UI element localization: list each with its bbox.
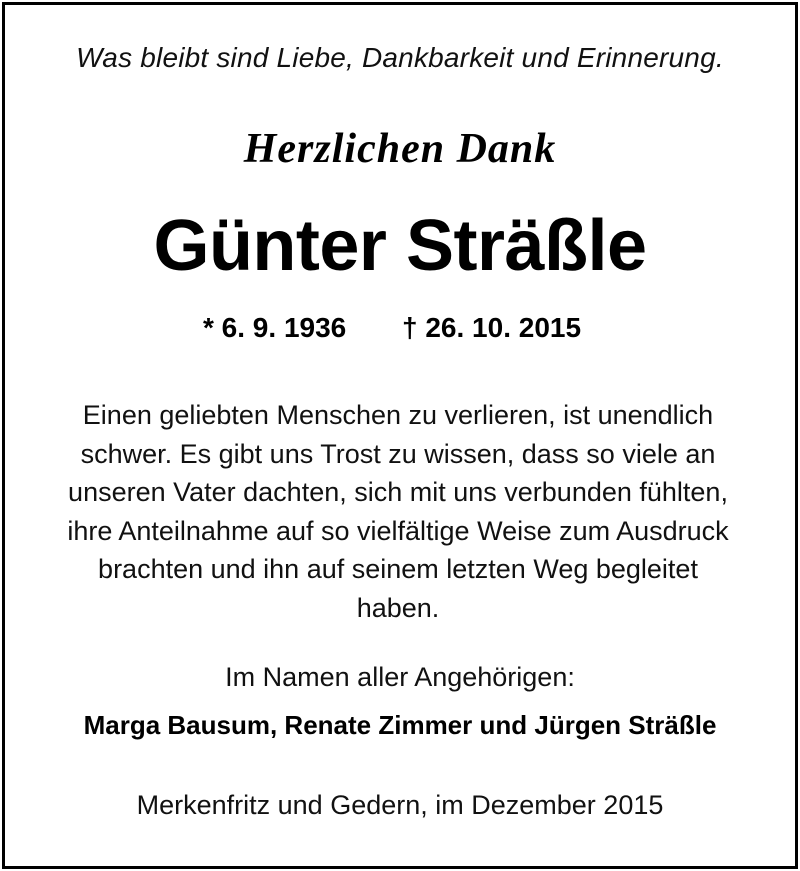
message-line: haben.	[356, 592, 440, 623]
message-line: ihre Anteilnahme auf so vielfältige Weise zum Ausdruck	[67, 515, 729, 546]
heading-thanks: Herzlichen Dank	[243, 126, 557, 172]
deceased-name: Günter Sträßle	[153, 206, 647, 286]
birth-date: * 6. 9. 1936	[203, 312, 347, 343]
message-line: Einen geliebten Menschen zu verlieren, ist unendlich	[82, 400, 714, 430]
thank-you-message	[40, 396, 756, 628]
message-line: brachten und ihn auf seinem letzten Weg begleitet	[98, 554, 698, 585]
motto-text: Was bleibt sind Liebe, Dankbarkeit und Erinnerung.	[76, 42, 724, 73]
life-dates	[0, 312, 800, 352]
signature-intro: Im Namen aller Angehörigen:	[225, 662, 575, 692]
death-date: † 26. 10. 2015	[402, 312, 582, 343]
place-and-date: Merkenfritz und Gedern, im Dezember 2015	[136, 790, 664, 820]
signers-names: Marga Bausum, Renate Zimmer und Jürgen Sträßle	[83, 710, 717, 740]
message-line: unseren Vater dachten, sich mit uns verbunden fühlten,	[68, 477, 728, 508]
message-line: schwer. Es gibt uns Trost zu wissen, dass so viele an	[80, 438, 716, 469]
